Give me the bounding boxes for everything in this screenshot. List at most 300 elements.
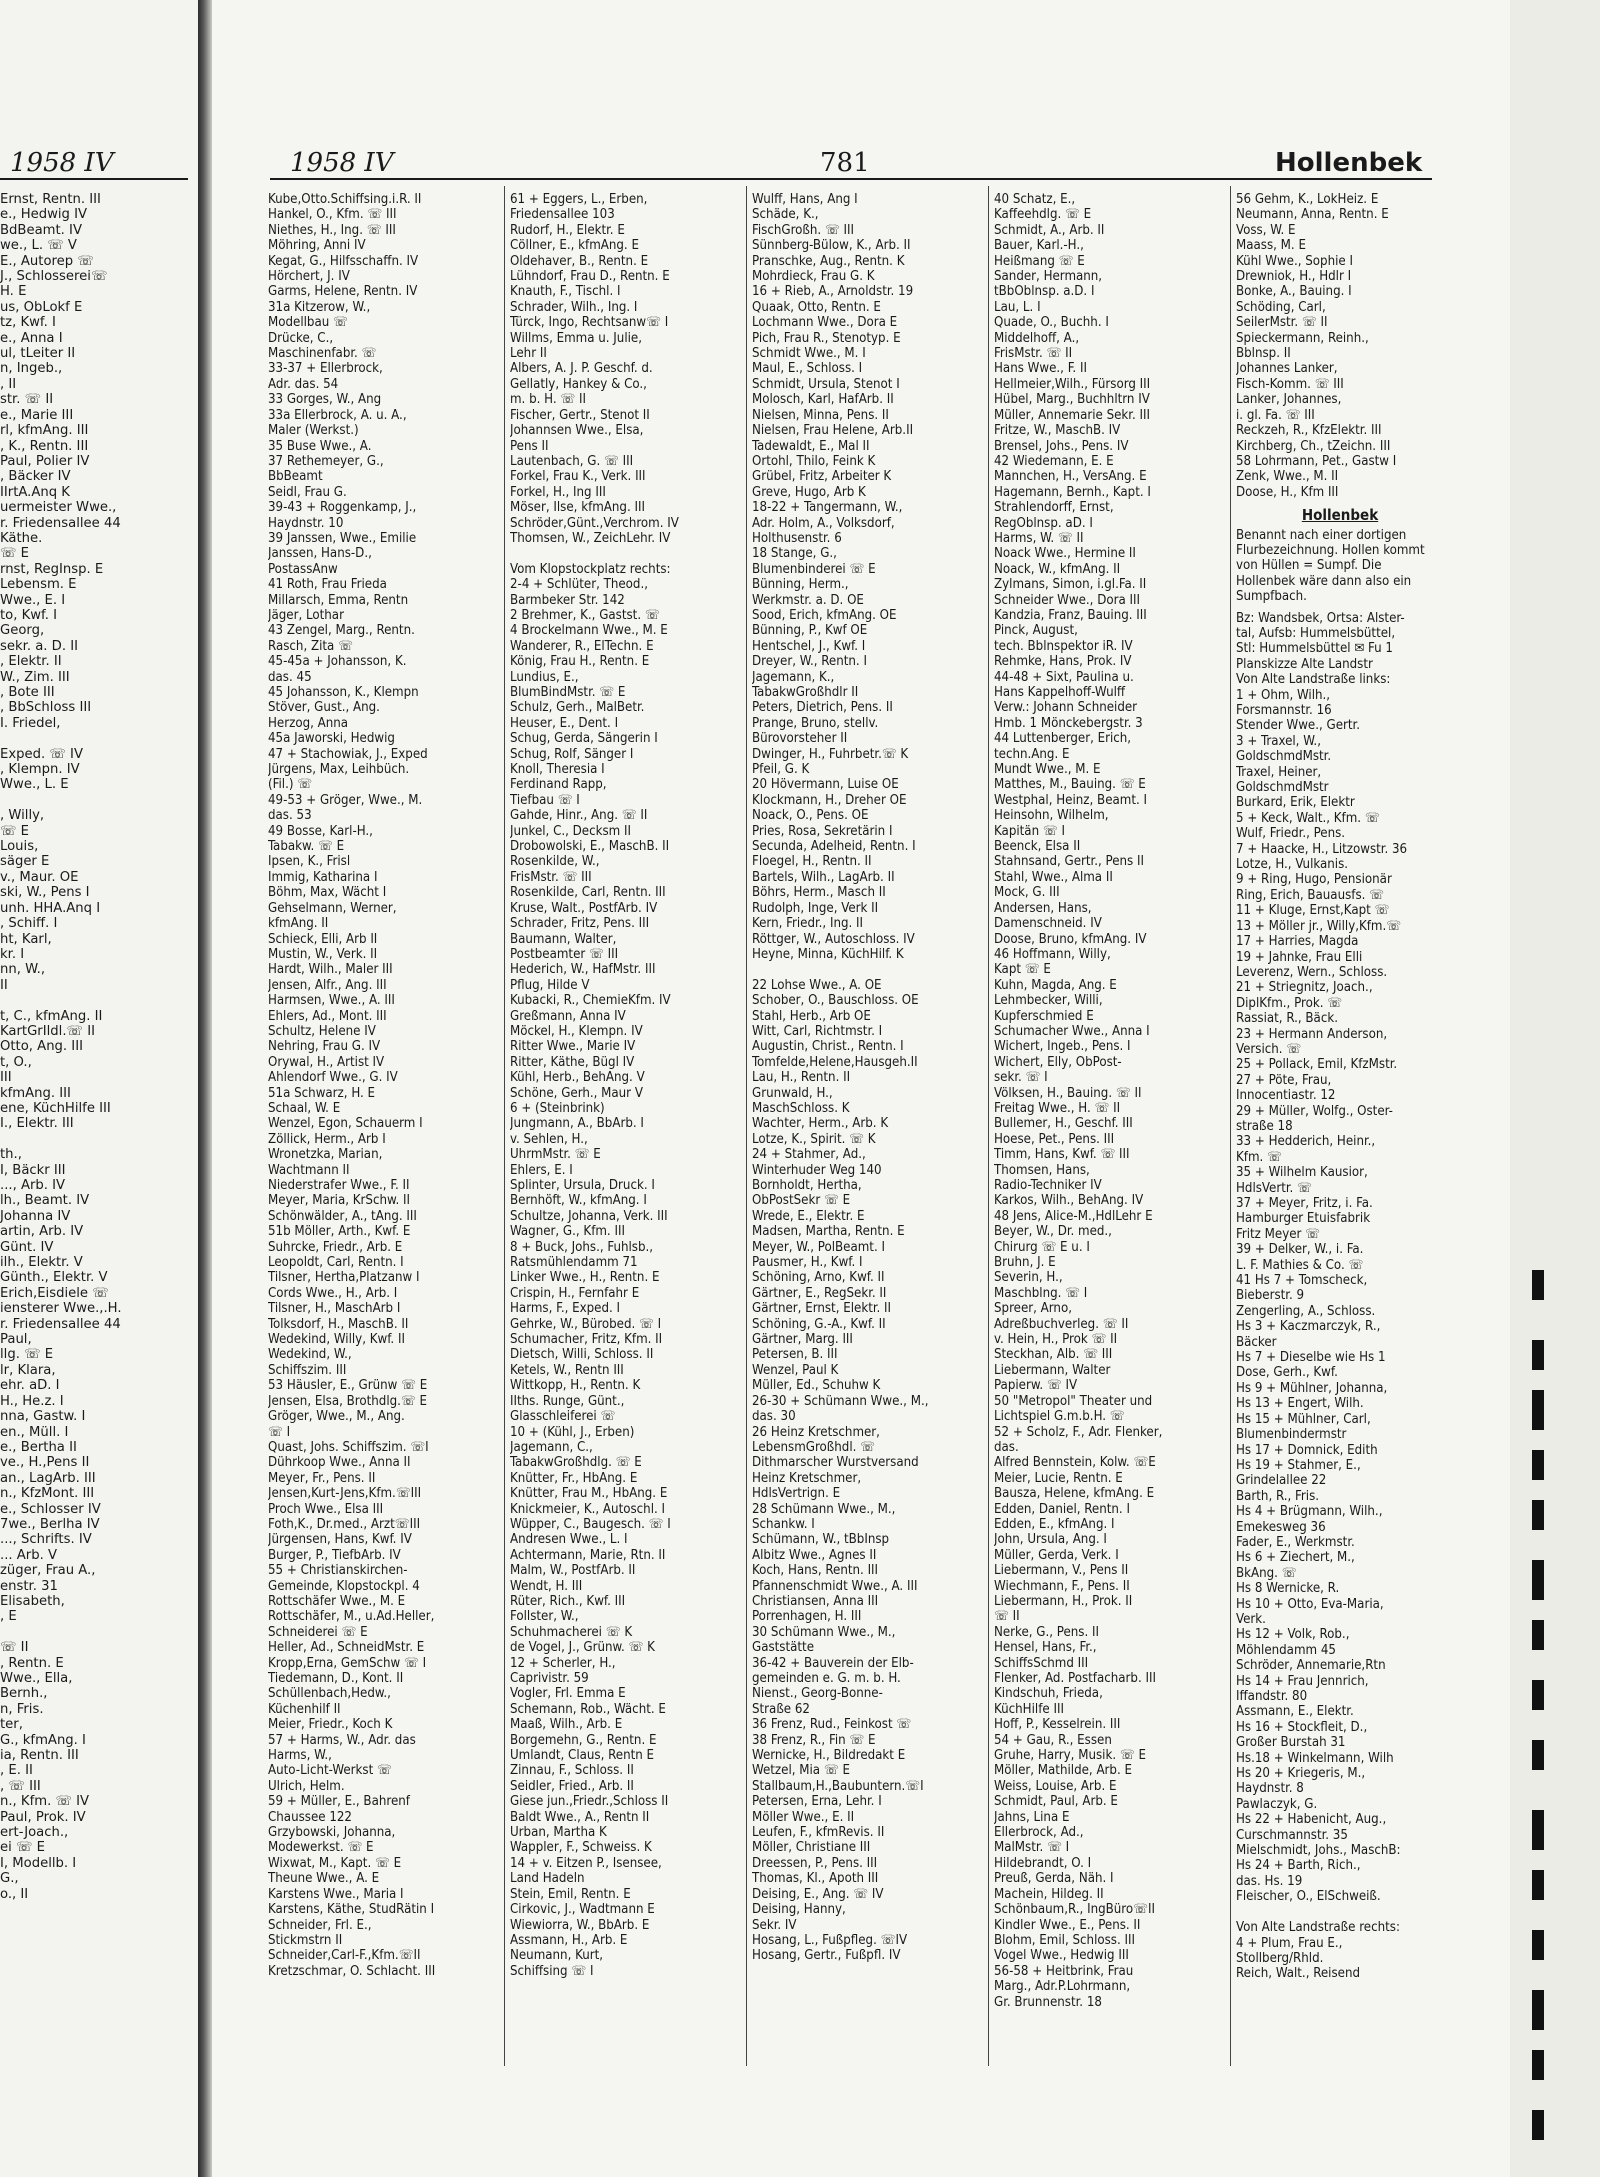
directory-entry-line: v. Hein, H., Prok ☏ II <box>994 1332 1118 1348</box>
directory-entry-line: Zengerling, A., Schloss. <box>1236 1303 1376 1319</box>
directory-entry-line: 50 "Metropol" Theater und <box>994 1393 1153 1409</box>
directory-entry-line: Blohm, Emil, Schloss. III <box>994 1932 1136 1948</box>
column-divider <box>1230 186 1231 2066</box>
directory-entry-line: Tiefbau ☏ I <box>510 792 580 808</box>
directory-entry-line: Fritze, W., MaschB. IV <box>994 423 1121 439</box>
directory-entry-line: 57 + Harms, W., Adr. das <box>268 1732 416 1748</box>
directory-entry-line: Wetzel, Mia ☏ E <box>752 1763 850 1779</box>
directory-entry-line: Wedekind, W., <box>268 1347 352 1363</box>
directory-entry-line: Heuser, E., Dent. I <box>510 715 619 731</box>
page-edge-mark <box>1532 2110 1544 2140</box>
directory-entry-line: Kupferschmied E <box>994 1008 1094 1024</box>
directory-entry-line: Rottschäfer Wwe., M. E <box>268 1593 406 1609</box>
directory-entry-line: ☏ E <box>0 546 30 562</box>
directory-entry-line: Hs 22 + Habenicht, Aug., <box>1236 1812 1387 1828</box>
directory-entry-line: züger, Frau A., <box>0 1563 96 1579</box>
directory-entry-line: o., II <box>0 1886 29 1902</box>
directory-entry-line: Drewniok, H., Hdlr I <box>1236 269 1352 285</box>
directory-entry-line: Hs 9 + Mühlner, Johanna, <box>1236 1380 1388 1396</box>
directory-entry-line: 12 + Scherler, H., <box>510 1655 616 1671</box>
directory-entry-line: Hamburger Etuisfabrik <box>1236 1211 1371 1227</box>
directory-entry-line: Jensen, Alfr., Ang. III <box>268 977 387 993</box>
directory-entry-line: Severin, H., <box>994 1270 1063 1286</box>
directory-entry-line: Umlandt, Claus, Rentn E <box>510 1748 655 1764</box>
directory-entry-line: Pfannenschmidt Wwe., A. III <box>752 1578 918 1594</box>
directory-entry-line: Lichtspiel G.m.b.H. ☏ <box>994 1409 1125 1425</box>
directory-entry-line: , E <box>0 1609 17 1625</box>
directory-entry-line: Auto-Licht-Werkst ☏ <box>268 1763 392 1779</box>
directory-entry-line: Grunwald, H., <box>752 1085 833 1101</box>
page-edge-mark <box>1532 1810 1544 1850</box>
directory-entry-line: , K., Rentn. III <box>0 438 89 454</box>
directory-entry-line: tBbOblnsp. a.D. I <box>994 284 1095 300</box>
directory-entry-line: Wwe., Ella, <box>0 1671 73 1686</box>
directory-entry-line: 18 Stange, G., <box>752 546 837 562</box>
directory-entry-line: TabakwGroßhdlr II <box>752 685 859 700</box>
directory-entry-line: Timm, Hans, Kwf. ☏ III <box>994 1147 1130 1163</box>
directory-entry-line: Schankw. I <box>752 1516 815 1532</box>
directory-entry-line: 30 Schümann Wwe., M., <box>752 1624 896 1640</box>
directory-entry-line: Knütter, Fr., HbAng. E <box>510 1470 638 1486</box>
directory-entry-line: Giese jun.,Friedr.,Schloss II <box>510 1794 669 1810</box>
directory-entry-line: an., LagArb. III <box>0 1470 96 1486</box>
directory-entry-line: Paul, <box>0 1332 32 1348</box>
directory-entry-line: Koch, Hans, Rentn. III <box>752 1563 879 1579</box>
directory-entry-line: Erich,Eisdiele ☏ <box>0 1285 109 1301</box>
directory-entry-line: kfmAng. II <box>268 916 329 932</box>
directory-entry-line: nna, Gastw. I <box>0 1409 86 1425</box>
directory-entry-line: techn.Ang. E <box>994 746 1070 762</box>
directory-entry-line: ei ☏ E <box>0 1840 45 1856</box>
directory-entry-line: Neumann, Anna, Rentn. E <box>1236 207 1389 223</box>
directory-entry-line: Schümann, W., tBbInsp <box>752 1532 890 1548</box>
directory-entry-line: Maul, E., Schloss. I <box>752 361 863 377</box>
directory-entry-line: 2 Brehmer, K., Gastst. ☏ <box>510 607 660 623</box>
directory-entry-line: Sood, Erich, kfmAng. OE <box>752 607 897 623</box>
directory-entry-line: 43 Zengel, Marg., Rentn. <box>268 623 415 639</box>
directory-entry-line: ..., Arb. IV <box>0 1178 66 1193</box>
directory-entry-line: Möckel, H., Klempn. IV <box>510 1023 643 1039</box>
directory-entry-line: Peters, Dietrich, Pens. II <box>752 700 893 716</box>
directory-entry-line: Wulff, Hans, Ang I <box>752 192 858 207</box>
directory-entry-line: Stollberg/Rhld. <box>1236 1950 1324 1966</box>
directory-entry-line: Baumann, Walter, <box>510 931 617 947</box>
directory-entry-line: Bieberstr. 9 <box>1236 1288 1305 1304</box>
directory-entry-line: , Elektr. II <box>0 654 62 670</box>
directory-entry-line: Maass, M. E <box>1236 238 1306 254</box>
directory-entry-line: Elisabeth, <box>0 1593 65 1609</box>
directory-entry-line: Schober, O., Bauschloss. OE <box>752 993 919 1009</box>
directory-entry-line: 28 Schümann Wwe., M., <box>752 1501 896 1517</box>
directory-entry-line <box>752 962 982 977</box>
directory-entry-line: Zinnau, F., Schloss. II <box>510 1763 634 1779</box>
directory-entry-line: Schrader, Wilh., Ing. I <box>510 299 638 315</box>
directory-entry-line: Reich, Walt., Reisend <box>1236 1966 1361 1982</box>
directory-entry-line: FrisMstr. ☏ II <box>994 346 1073 362</box>
directory-entry-line: Schönwälder, A., tAng. III <box>268 1208 417 1224</box>
column-1 <box>268 192 498 1979</box>
directory-entry-line: Karstens Wwe., Maria I <box>268 1886 404 1902</box>
directory-entry-line: Postbeamter ☏ III <box>510 946 619 962</box>
directory-entry-line: Fader, E., Werkmstr. <box>1236 1534 1355 1550</box>
directory-entry-line: 7we., Berlha IV <box>0 1516 100 1532</box>
directory-entry-line: Hentschel, J., Kwf. I <box>752 638 866 654</box>
directory-entry-line: DiplKfm., Prok. ☏ <box>1236 995 1343 1011</box>
directory-entry-line: Damenschneid. IV <box>994 916 1102 932</box>
directory-entry-line: Schmidt, Paul, Arb. E <box>994 1794 1118 1810</box>
directory-entry-line: unh. HHA.Anq I <box>0 900 101 916</box>
directory-entry-line: Jensen, Elsa, Brothdlg.☏ E <box>268 1393 428 1409</box>
directory-entry-line: Hosang, Gertr., Fußpfl. IV <box>752 1948 901 1964</box>
directory-entry-line: ene, KüchHilfe III <box>0 1100 111 1116</box>
directory-entry-line: Mannchen, H., VersAng. E <box>994 469 1147 485</box>
directory-entry-line: e., Hedwig IV <box>0 207 88 223</box>
directory-entry-line: Stahl, Wwe., Alma II <box>994 869 1113 885</box>
directory-entry-line: Jahns, Lina E <box>994 1809 1070 1825</box>
directory-entry-line: 36 Frenz, Rud., Feinkost ☏ <box>752 1717 912 1733</box>
directory-entry-line: Weiss, Louise, Arb. E <box>994 1778 1117 1794</box>
directory-entry-line: Gehselmann, Werner, <box>268 900 397 916</box>
directory-entry-line: Hoff, P., Kesselrein. III <box>994 1717 1121 1733</box>
directory-entry-line: Forsmannstr. 16 <box>1236 703 1332 718</box>
directory-entry-line: III <box>0 1070 12 1086</box>
directory-entry-line: 10 + (Kühl, J., Erben) <box>510 1424 635 1440</box>
directory-entry-line: John, Ursula, Ang. I <box>994 1532 1107 1548</box>
directory-entry-line: Stahl, Herb., Arb OE <box>752 1008 871 1024</box>
directory-entry-line: Iffandstr. 80 <box>1236 1689 1308 1704</box>
directory-entry-line: IIrtA.Anq K <box>0 484 70 500</box>
directory-entry-line: Brensel, Johs., Pens. IV <box>994 438 1129 454</box>
directory-entry-line: Bernh., <box>0 1686 48 1702</box>
directory-entry-line: Lochmann Wwe., Dora E <box>752 315 898 331</box>
directory-entry-line: 54 + Gau, R., Essen <box>994 1732 1112 1748</box>
directory-entry-line: Tilsner, H., MaschArb I <box>268 1301 401 1317</box>
directory-entry-line: Planskizze Alte Landstr <box>1236 656 1373 672</box>
directory-entry-line: Christiansen, Anna III <box>752 1593 879 1609</box>
page-edge-mark <box>1532 1500 1544 1530</box>
directory-entry-line: Flenker, Ad. Postfacharb. III <box>994 1671 1156 1686</box>
directory-entry-line: Rosenkilde, W., <box>510 854 600 870</box>
directory-entry-line: 37 + Meyer, Fritz, i. Fa. <box>1236 1196 1373 1211</box>
directory-entry-line: Baldt Wwe., A., Rentn II <box>510 1809 650 1825</box>
directory-entry-line: Müller, Ed., Schuhw K <box>752 1378 881 1394</box>
directory-entry-line: ... Arb. V <box>0 1547 57 1563</box>
directory-entry-line: I, Modellb. I <box>0 1855 77 1871</box>
directory-entry-line: ski, W., Pens I <box>0 885 90 901</box>
directory-entry-line: 33 Gorges, W., Ang <box>268 392 382 408</box>
directory-entry-line: kr. I <box>0 946 25 962</box>
directory-entry-line: Assmann, E., Elektr. <box>1236 1704 1354 1720</box>
directory-entry-line: Prange, Bruno, stellv. <box>752 715 879 731</box>
directory-entry-line: Fritz Meyer ☏ <box>1236 1226 1321 1242</box>
directory-entry-line: 26-30 + Schümann Wwe., M., <box>752 1393 929 1409</box>
directory-entry-line: Möller, Christiane III <box>752 1840 871 1856</box>
directory-entry-line: enstr. 31 <box>0 1578 58 1594</box>
header-rule <box>270 178 1432 180</box>
directory-entry-line: Nielsen, Frau Helene, Arb.II <box>752 423 914 439</box>
directory-entry-line: Schneider, Frl. E., <box>268 1917 372 1933</box>
directory-entry-line: 48 Jens, Alice-M.,HdlLehr E <box>994 1208 1153 1224</box>
directory-entry-line: Forkel, Frau K., Verk. III <box>510 469 646 485</box>
directory-entry-line: G., kfmAng. I <box>0 1732 86 1748</box>
directory-entry-line: 45a Jaworski, Hedwig <box>268 731 395 747</box>
directory-entry-line: Maler (Werkst.) <box>268 423 359 439</box>
directory-entry-line: H., He.z. I <box>0 1393 64 1409</box>
directory-entry-line: Junkel, C., Decksm II <box>510 823 631 839</box>
directory-entry-line: Greßmann, Anna IV <box>510 1008 626 1024</box>
directory-entry-line: ve., H.,Pens II <box>0 1455 90 1471</box>
directory-entry-line: Wronetzka, Marian, <box>268 1147 383 1163</box>
directory-entry-line: Tolksdorf, H., MaschB. II <box>268 1316 409 1332</box>
directory-entry-line: Winterhuder Weg 140 <box>752 1162 882 1178</box>
directory-entry-line: Middelhoff, A., <box>994 330 1080 346</box>
directory-entry-line: v., Maur. OE <box>0 869 79 885</box>
directory-entry-line: Wenzel, Paul K <box>752 1362 839 1378</box>
directory-entry-line: Straße 62 <box>752 1701 810 1717</box>
directory-entry-line: 41 Roth, Frau Frieda <box>268 577 387 593</box>
column-divider <box>988 186 989 2066</box>
directory-entry-line: gemeinden e. G. m. b. H. <box>752 1671 901 1686</box>
directory-entry-line: Harms, F., Exped. I <box>510 1301 621 1317</box>
directory-entry-line: Nienst., Georg-Bonne- <box>752 1686 883 1702</box>
directory-entry-line: Reckzeh, R., KfzElektr. III <box>1236 423 1382 439</box>
directory-entry-line: Wachtmann II <box>268 1162 350 1178</box>
directory-entry-line: Wachter, Herm., Arb. K <box>752 1116 889 1132</box>
directory-entry-line: Chaussee 122 <box>268 1809 352 1825</box>
directory-entry-line: n, Fris. <box>0 1701 44 1717</box>
directory-entry-line: Ferdinand Rapp, <box>510 777 607 793</box>
directory-entry-line: , ☏ III <box>0 1778 41 1794</box>
directory-entry-line: Modewerkst. ☏ E <box>268 1840 374 1856</box>
directory-entry-line: Andresen Wwe., L. I <box>510 1532 628 1548</box>
directory-entry-line: Meyer, W., PolBeamt. I <box>752 1239 885 1255</box>
directory-entry-line: 3 + Traxel, W., <box>1236 733 1321 749</box>
directory-entry-line: PostassAnw <box>268 561 338 577</box>
directory-entry-line: 45 Johansson, K., Klempn <box>268 685 419 700</box>
directory-entry-line: Hs 17 + Domnick, Edith <box>1236 1442 1378 1458</box>
directory-entry-line: Lautenbach, G. ☏ III <box>510 453 634 469</box>
directory-entry-line: 56 Gehm, K., LokHeiz. E <box>1236 192 1379 207</box>
directory-entry-line: Schmidt, A., Arb. II <box>994 222 1105 238</box>
directory-entry-line: Grzybowski, Johanna, <box>268 1825 396 1841</box>
directory-entry-line: Quade, O., Buchh. I <box>994 315 1109 331</box>
directory-entry-line: Kindler Wwe., E., Pens. II <box>994 1917 1141 1933</box>
directory-entry-line: Harms, W., <box>268 1748 332 1764</box>
directory-entry-line: Hs 24 + Barth, Rich., <box>1236 1858 1361 1874</box>
column-5-entries-top <box>1236 192 1444 500</box>
directory-entry-line: , Bote III <box>0 685 55 700</box>
directory-entry-line: BlumBindMstr. ☏ E <box>510 685 626 700</box>
directory-entry-line: Schiffszim. III <box>268 1362 347 1378</box>
left-page-fragment <box>0 0 198 2177</box>
page-edge-mark <box>1532 1390 1544 1430</box>
directory-entry-line: Schröder, Annemarie,Rtn <box>1236 1658 1386 1674</box>
directory-entry-line: Gahde, Hinr., Ang. ☏ II <box>510 808 648 824</box>
directory-entry-line: Kapitän ☏ I <box>994 823 1065 839</box>
directory-entry-line: BdBeamt. IV <box>0 222 82 238</box>
directory-entry-line: Kirchberg, Ch., tZeichn. III <box>1236 438 1391 454</box>
directory-entry-line: Hs 12 + Volk, Rob., <box>1236 1627 1350 1643</box>
directory-entry-line: Beenck, Elsa II <box>994 839 1081 855</box>
directory-entry-line: Ratsmühlendamm 71 <box>510 1255 638 1271</box>
directory-entry-line: Andersen, Hans, <box>994 900 1092 916</box>
column-5 <box>1236 192 1444 1982</box>
directory-entry-line: Emekesweg 36 <box>1236 1519 1326 1535</box>
directory-entry-line: Schiffsing ☏ I <box>510 1963 594 1979</box>
directory-entry-line: Mohrdieck, Frau G. K <box>752 269 875 285</box>
directory-entry-line: Doose, Bruno, kfmAng. IV <box>994 931 1147 947</box>
directory-entry-line: säger E <box>0 854 50 870</box>
directory-entry-line: , BbSchloss III <box>0 700 92 716</box>
directory-entry-line: Pich, Frau R., Stenotyp. E <box>752 330 901 346</box>
directory-entry-line: Maschblng. ☏ I <box>994 1285 1088 1301</box>
directory-entry-line: Wwe., L. E <box>0 777 69 793</box>
directory-entry-line: 41 Hs 7 + Tomscheck, <box>1236 1273 1368 1289</box>
directory-entry-line: ter, <box>0 1717 23 1733</box>
directory-entry-line: Cirkovic, J., Wadtmann E <box>510 1902 655 1918</box>
directory-entry-line: (Fil.) ☏ <box>268 777 313 793</box>
directory-entry-line: Hoese, Pet., Pens. III <box>994 1131 1115 1147</box>
directory-entry-line: Wulf, Friedr., Pens. <box>1236 826 1346 842</box>
directory-entry-line: Maaß, Wilh., Arb. E <box>510 1717 623 1733</box>
directory-entry-line: Wichert, Ingeb., Pens. I <box>994 1039 1131 1055</box>
directory-entry-line: Kühl, Herb., BehAng. V <box>510 1070 645 1086</box>
directory-entry-line: Gaststätte <box>752 1640 814 1656</box>
directory-entry-line: Pausmer, H., Kwf. I <box>752 1255 863 1271</box>
directory-entry-line: Kruse, Walt., PostfArb. IV <box>510 900 658 916</box>
directory-entry-line: Mielschmidt, Johs., MaschB: <box>1236 1843 1401 1859</box>
directory-entry-line: 36-42 + Bauverein der Elb- <box>752 1655 914 1671</box>
directory-entry-line: Meier, Friedr., Koch K <box>268 1717 393 1733</box>
directory-entry-line: Ehlers, E. I <box>510 1162 573 1178</box>
directory-entry-line: Hmb. 1 Mönckebergstr. 3 <box>994 715 1143 731</box>
directory-entry-line: Lebensm. E <box>0 577 77 593</box>
directory-entry-line: Zylmans, Simon, i.gl.Fa. II <box>994 577 1147 593</box>
directory-entry-line: kfmAng. III <box>0 1085 71 1101</box>
directory-entry-line: Kandzia, Franz, Bauing. III <box>994 607 1147 623</box>
directory-entry-line: Wenzel, Egon, Schauerm I <box>268 1116 423 1132</box>
directory-entry-line: 4 + Plum, Frau E., <box>1236 1935 1343 1951</box>
directory-entry-line: i. gl. Fa. ☏ III <box>1236 407 1315 423</box>
directory-entry-line: Wernicke, H., Bildredakt E <box>752 1748 906 1764</box>
directory-entry-line: artin, Arb. IV <box>0 1224 84 1240</box>
directory-entry-line: Stallbaum,H.,Baubuntern.☏I <box>752 1778 924 1794</box>
directory-entry-line: Heller, Ad., SchneidMstr. E <box>268 1640 425 1656</box>
directory-entry-line: Von Alte Landstraße links: <box>1236 672 1391 688</box>
directory-entry-line: Schneider Wwe., Dora III <box>994 592 1141 608</box>
directory-entry-line: I. Friedel, <box>0 715 61 731</box>
directory-entry-line: Schröder,Günt.,Verchrom. IV <box>510 515 679 531</box>
page-edge-mark <box>1532 1990 1544 2030</box>
directory-entry-line: 55 + Christianskirchen- <box>268 1563 408 1579</box>
directory-entry-line: Preuß, Gerda, Näh. I <box>994 1871 1114 1887</box>
directory-entry-line: Hs 8 Wernicke, R. <box>1236 1581 1340 1597</box>
directory-entry-line: , E. II <box>0 1763 33 1779</box>
directory-entry-line: Kaffeehdlg. ☏ E <box>994 207 1092 223</box>
directory-entry-line: Edden, Daniel, Rentn. I <box>994 1501 1130 1517</box>
directory-entry-line: Land Hadeln <box>510 1871 585 1887</box>
directory-entry-line: Bünning, Herm., <box>752 577 849 593</box>
directory-entry-line: Harmsen, Wwe., A. III <box>268 993 395 1009</box>
directory-entry-line: Möller, Mathilde, Arb. E <box>994 1763 1132 1779</box>
directory-entry-line: Hs 19 + Stahmer, E., <box>1236 1457 1361 1473</box>
directory-entry-line: 46 Hoffmann, Willy, <box>994 946 1111 962</box>
directory-entry-line: Müller, Gerda, Verk. I <box>994 1547 1119 1563</box>
directory-entry-line: Garms, Helene, Rentn. IV <box>268 284 418 300</box>
directory-entry-line: Wiechmann, F., Pens. II <box>994 1578 1130 1594</box>
directory-entry-line: Liebermann, H., Prok. II <box>994 1593 1133 1609</box>
directory-entry-line: ObPostSekr ☏ E <box>752 1193 851 1209</box>
directory-entry-line: Pinck, August, <box>994 623 1078 639</box>
directory-entry-line: lh., Beamt. IV <box>0 1193 90 1209</box>
directory-entry-line: de Vogel, J., Grünw. ☏ K <box>510 1640 655 1656</box>
directory-entry-line: Pfeil, G. K <box>752 762 810 778</box>
directory-entry-line: Bürovorsteher II <box>752 731 848 747</box>
directory-entry-line: Steckhan, Alb. ☏ III <box>994 1347 1113 1363</box>
directory-entry-line: n., KfzMont. III <box>0 1486 95 1502</box>
directory-entry-line: Schaal, W. E <box>268 1100 341 1116</box>
directory-entry-line <box>0 731 196 746</box>
directory-entry-line: Maschinenfabr. ☏ <box>268 346 377 362</box>
directory-entry-line: Stöver, Gust., Ang. <box>268 700 380 716</box>
directory-entry-line: 16 + Rieb, A., Arnoldstr. 19 <box>752 284 914 300</box>
directory-entry-line: Bünning, P., Kwf OE <box>752 623 868 639</box>
directory-entry-line: Haydnstr. 8 <box>1236 1781 1304 1797</box>
directory-entry-line: Bartels, Wilh., LagArb. II <box>752 869 895 885</box>
directory-entry-line: Leufen, F., kfmRevis. II <box>752 1825 885 1841</box>
directory-entry-line: Orywal, H., Artist IV <box>268 1054 385 1070</box>
directory-entry-line: 59 + Müller, E., Bahrenf <box>268 1794 410 1810</box>
directory-entry-line: Ritter Wwe., Marie IV <box>510 1039 636 1055</box>
directory-entry-line: Malm, W., PostfArb. II <box>510 1563 636 1579</box>
directory-entry-line: Harms, W. ☏ II <box>994 530 1084 546</box>
directory-entry-line: 17 + Harries, Magda <box>1236 934 1359 950</box>
directory-entry-line: Thomas, Kl., Apoth III <box>752 1871 879 1887</box>
directory-entry-line: Hs 16 + Stockfleit, D., <box>1236 1719 1368 1735</box>
directory-entry-line: Molosch, Karl, HafArb. II <box>752 392 894 408</box>
directory-entry-line: we., L. ☏ V <box>0 238 77 254</box>
directory-entry-line: Blumenbindermstr <box>1236 1427 1347 1443</box>
directory-entry-line: Barmbeker Str. 142 <box>510 592 625 608</box>
directory-entry-line: BbBeamt <box>268 469 323 485</box>
directory-entry-line: Dwinger, H., Fuhrbetr.☏ K <box>752 746 909 762</box>
directory-entry-line: e., Bertha II <box>0 1439 77 1455</box>
directory-entry-line: LebensmGroßhdl. ☏ <box>752 1439 876 1455</box>
directory-entry-line: Hs 14 + Frau Jennrich, <box>1236 1673 1369 1689</box>
directory-entry-line: th., <box>0 1147 22 1163</box>
directory-entry-line: Wedekind, Willy, Kwf. II <box>268 1332 405 1348</box>
directory-entry-line: J., Schlosserei☏ <box>0 269 108 285</box>
directory-entry-line: Crispin, H., Fernfahr E <box>510 1285 640 1301</box>
directory-entry-line: HdlsVertrign. E <box>752 1486 841 1502</box>
directory-entry-line: Hans Wwe., F. II <box>994 361 1087 377</box>
directory-entry-line: Wichert, Elly, ObPost- <box>994 1054 1122 1070</box>
directory-entry-line: 24 + Stahmer, Ad., <box>752 1147 866 1163</box>
directory-entry-line: Dreessen, P., Pens. III <box>752 1855 878 1871</box>
directory-entry-line: Wanderer, R., ElTechn. E <box>510 638 654 654</box>
directory-entry-line: Möhlendamm 45 <box>1236 1642 1336 1658</box>
directory-entry-line: lr, Klara, <box>0 1362 56 1378</box>
directory-entry-line: 40 Schatz, E., <box>994 192 1076 207</box>
directory-entry-line: Dreyer, W., Rentn. I <box>752 654 867 670</box>
directory-entry-line: 35 Buse Wwe., A. <box>268 438 372 454</box>
directory-entry-line: Hs 7 + Dieselbe wie Hs 1 <box>1236 1350 1386 1366</box>
directory-entry-line: Sekr. IV <box>752 1917 797 1933</box>
directory-entry-line: Ketels, W., Rentn III <box>510 1362 624 1378</box>
directory-entry-line: ilh., Elektr. V <box>0 1255 83 1271</box>
column-2 <box>510 192 740 1979</box>
directory-entry-line: Knoll, Theresia I <box>510 762 605 778</box>
